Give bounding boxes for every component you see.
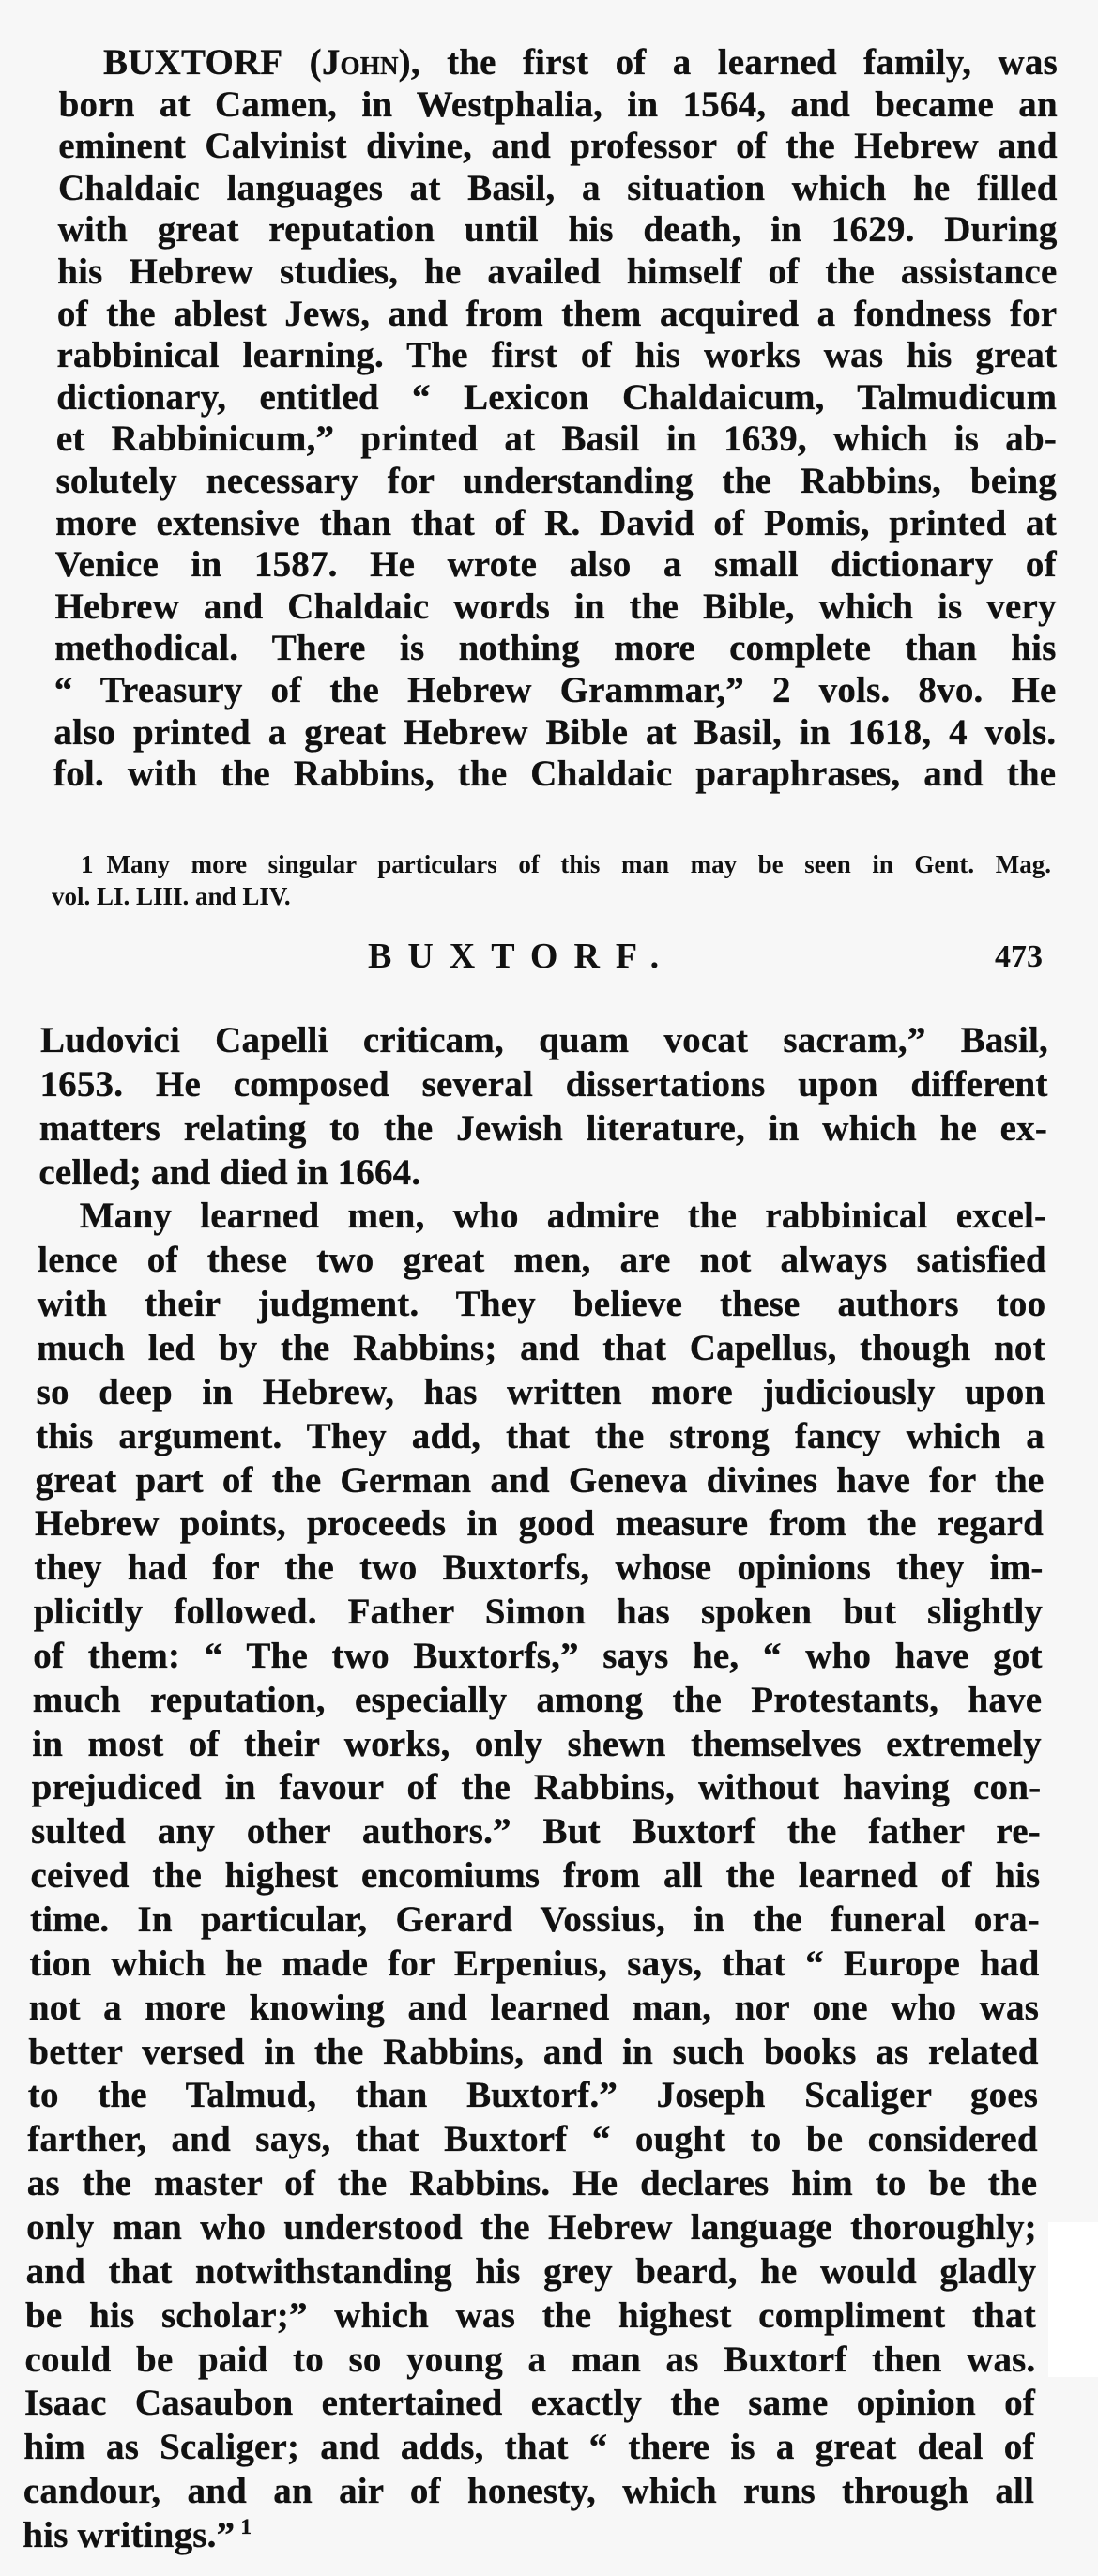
text-line: tion which he made for Erpenius, says, that “ Europe had: [29, 1943, 1040, 1984]
text-line: Isaac Casaubon entertained exactly the same opinion of: [23, 2383, 1036, 2424]
text-line: Hebrew points, proceeds in good measure from the regard: [34, 1503, 1045, 1545]
text-line: eminent Calvinist divine, and professor of the Hebrew and: [58, 126, 1058, 167]
text-line: could be paid to so young a man as Buxtorf then was.: [24, 2339, 1036, 2380]
text-line: Hebrew and Chaldaic words in the Bible, which is very: [54, 586, 1057, 627]
footnote-reference: 1: [235, 2514, 252, 2539]
text-line: of them: “ The two Buxtorfs,” says he, “ who have got: [33, 1635, 1043, 1676]
text-line: much reputation, especially among the Protestants, have: [32, 1679, 1043, 1720]
paragraph-first-line: Many learned men, who admire the rabbinical excel-: [79, 1196, 1047, 1237]
text-line: methodical. There is nothing more complete than his: [54, 628, 1057, 669]
text-line: Venice in 1587. He wrote also a small dictionary of: [54, 544, 1057, 586]
footnote-line: [81, 852, 1051, 877]
text-line: not a more knowing and learned man, nor one who was: [28, 1987, 1040, 2028]
text-line: lence of these two great men, are not always satisfied: [38, 1240, 1046, 1281]
text-line: [23, 2514, 1033, 2555]
text-line: [103, 44, 1058, 81]
text-line: et Rabbinicum,” printed at Basil in 1639, which is ab-: [55, 419, 1058, 460]
text-line: with their judgment. They believe these authors too: [37, 1284, 1046, 1325]
text-line: farther, and says, that Buxtorf “ ought to be considered: [27, 2119, 1038, 2160]
text-run: , the first of a learned family, was: [410, 42, 1058, 83]
text-line: prejudiced in favour of the Rabbins, without having con-: [31, 1767, 1042, 1808]
text-line: much led by the Rabbins; and that Capellus, though not: [37, 1327, 1045, 1368]
text-line: Ludovici Capelli criticam, quam vocat sacram,” Basil,: [40, 1020, 1048, 1060]
scan-artifact: [1048, 2222, 1098, 2377]
text-line: celled; and died in 1664.: [38, 1151, 421, 1193]
footnote-text: Many more singular particulars of this man may be seen in Gent. Mag.: [106, 850, 1051, 878]
entry-headword: BUXTORF: [103, 42, 283, 83]
text-line: in most of their works, only shewn themselves extremely: [32, 1723, 1042, 1764]
text-line: sulted any other authors.” But Buxtorf the father re-: [31, 1811, 1041, 1852]
text-line: so deep in Hebrew, has written more judiciously upon: [36, 1371, 1045, 1412]
text-line: ceived the highest encomiums from all the learned of his: [30, 1855, 1041, 1897]
text-line: matters relating to the Jewish literature, in which he ex-: [38, 1107, 1048, 1149]
text-line: born at Camen, in Westphalia, in 1564, and became an: [58, 84, 1058, 125]
text-line: better versed in the Rabbins, and in such books as related: [28, 2031, 1039, 2072]
entry-forename: (John): [282, 42, 411, 83]
text-line: also printed a great Hebrew Bible at Basil, in 1618, 4 vols.: [53, 711, 1057, 753]
text-line: time. In particular, Gerard Vossius, in the funeral ora-: [30, 1899, 1040, 1940]
text-line: of the ablest Jews, and from them acquired a fondness for: [56, 293, 1058, 334]
text-line: Chaldaic languages at Basil, a situation which he filled: [57, 167, 1058, 208]
text-line: this argument. They add, that the strong fancy which a: [36, 1415, 1045, 1456]
text-line: solutely necessary for understanding the Rabbins, being: [55, 461, 1057, 501]
text-line: as the master of the Rabbins. He declares him to be the: [26, 2163, 1038, 2204]
footnote-line: vol. LI. LIII. and LIV.: [52, 882, 291, 910]
text-line: to the Talmud, than Buxtorf.” Joseph Scaliger goes: [27, 2075, 1039, 2116]
text-line: “ Treasury of the Hebrew Grammar,” 2 vols. 8vo. He: [53, 670, 1057, 710]
text-line: plicitly followed. Father Simon has spoken but slightly: [33, 1592, 1044, 1633]
text-line: great part of the German and Geneva divines have for the: [35, 1459, 1045, 1501]
text-run: his writings.”: [23, 2514, 236, 2555]
text-line: with great reputation until his death, in 1629. During: [57, 209, 1058, 251]
footnote-marker: 1: [81, 850, 94, 878]
text-line: more extensive than that of R. David of Pomis, printed at: [55, 502, 1057, 543]
text-line: dictionary, entitled “ Lexicon Chaldaicum, Talmudicum: [56, 376, 1058, 418]
text-line: candour, and an air of honesty, which runs through all: [23, 2471, 1035, 2512]
text-line: fol. with the Rabbins, the Chaldaic paraphrases, and the: [53, 754, 1057, 795]
text-line: his Hebrew studies, he availed himself of the assistance: [57, 252, 1058, 292]
text-line: him as Scaliger; and adds, that “ there is a great deal of: [23, 2427, 1035, 2468]
page-number: 473: [995, 939, 1043, 974]
text-line: be his scholar;” which was the highest compliment that: [25, 2294, 1036, 2336]
text-line: rabbinical learning. The first of his works was his great: [56, 335, 1058, 376]
text-line: 1653. He composed several dissertations upon different: [39, 1063, 1048, 1105]
running-head: BUXTORF.: [368, 937, 676, 976]
text-line: only man who understood the Hebrew language thoroughly;: [26, 2206, 1037, 2248]
text-line: and that notwithstanding his grey beard, he would gladly: [25, 2250, 1037, 2292]
text-line: they had for the two Buxtorfs, whose opinions they im-: [34, 1547, 1044, 1589]
